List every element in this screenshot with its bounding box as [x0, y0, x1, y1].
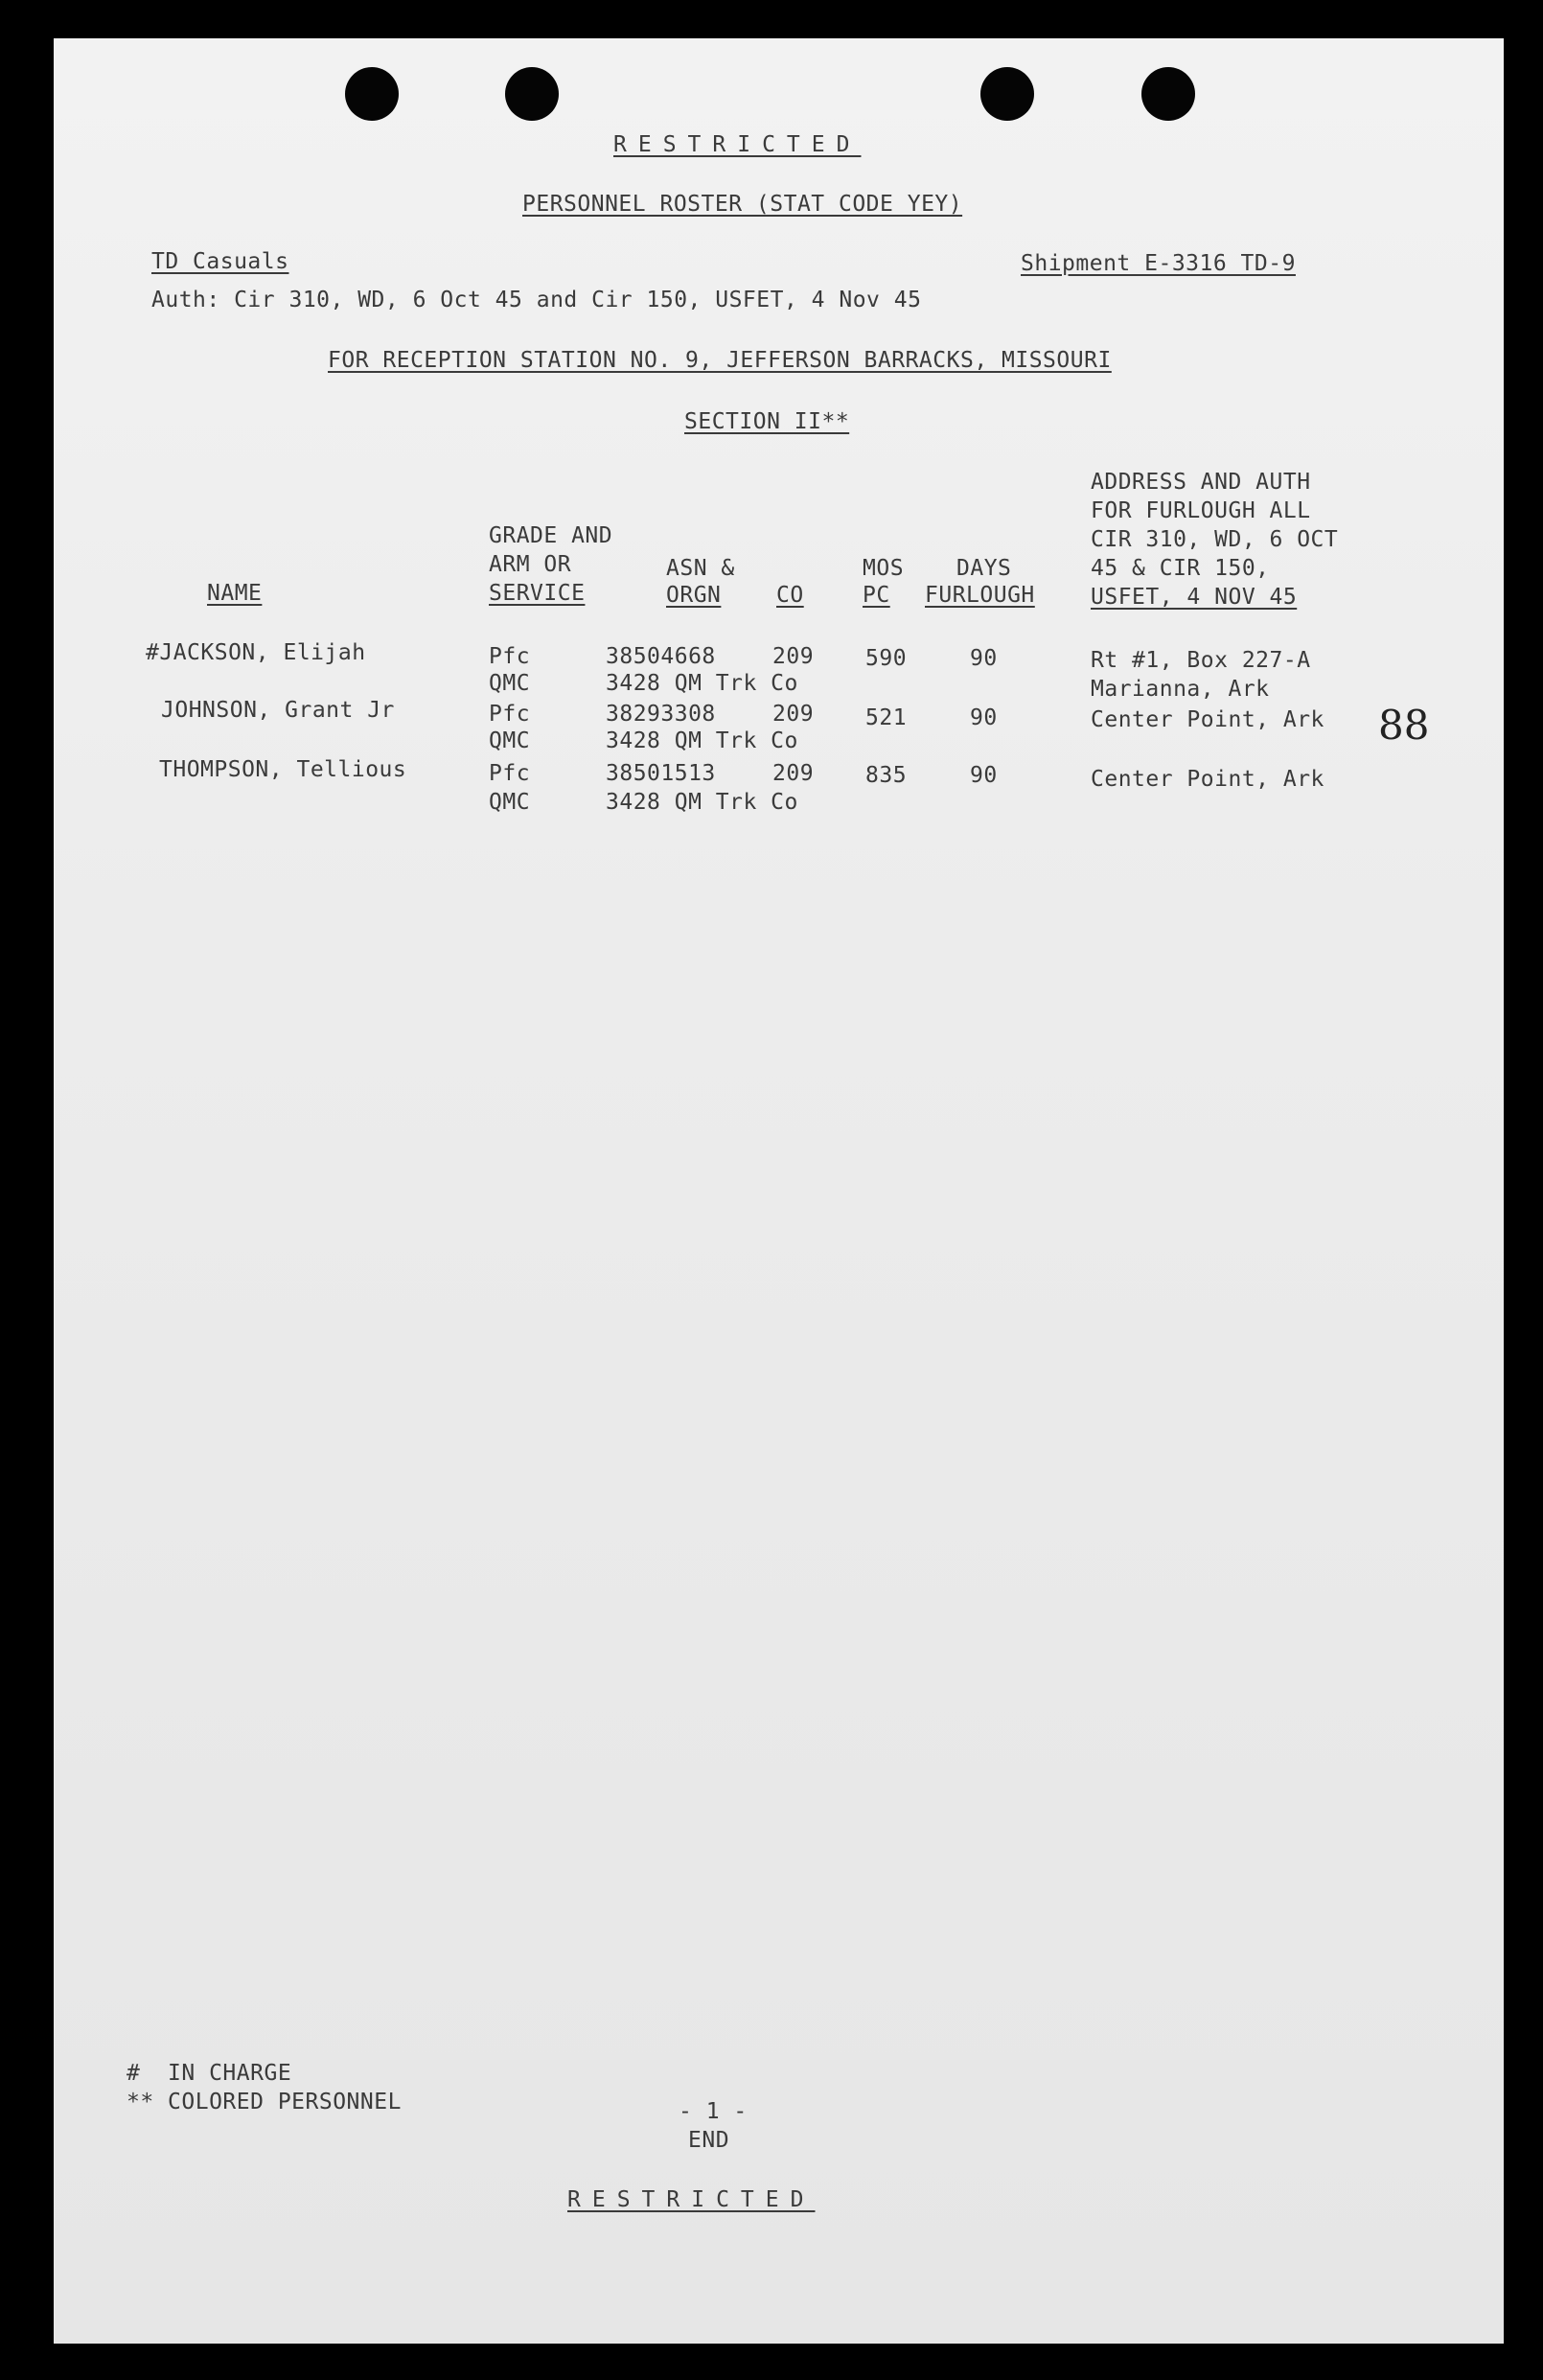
auth-line: Auth: Cir 310, WD, 6 Oct 45 and Cir 150, USFET, 4 Nov 45 — [151, 288, 922, 312]
end-marker: END — [688, 2128, 730, 2153]
row-3-co: 209 — [772, 761, 815, 786]
row-3-name: THOMPSON, Tellious — [159, 757, 407, 782]
legend-in-charge: # IN CHARGE — [127, 2061, 292, 2086]
column-header-address-4: 45 & CIR 150, — [1091, 556, 1270, 581]
punch-hole — [1141, 67, 1195, 121]
column-header-co: CO — [776, 583, 804, 608]
row-1-service: QMC — [489, 671, 531, 696]
row-3-days: 90 — [970, 763, 998, 788]
reception-station-line: FOR RECEPTION STATION NO. 9, JEFFERSON BARRACKS, MISSOURI — [328, 348, 1112, 373]
roster-title: PERSONNEL ROSTER (STAT CODE YEY) — [522, 192, 963, 217]
column-header-service: SERVICE — [489, 581, 586, 606]
row-1-grade: Pfc — [489, 644, 531, 669]
column-header-pc: PC — [863, 583, 890, 608]
page-number: - 1 - — [679, 2099, 748, 2124]
punch-hole — [980, 67, 1034, 121]
row-1-name: #JACKSON, Elijah — [146, 640, 366, 665]
row-3-asn: 38501513 — [606, 761, 716, 786]
row-3-service: QMC — [489, 790, 531, 815]
row-2-name: JOHNSON, Grant Jr — [161, 698, 395, 723]
shipment-label: Shipment E-3316 TD-9 — [1021, 251, 1296, 276]
restricted-heading-top: RESTRICTED — [613, 132, 862, 157]
punch-hole — [345, 67, 399, 121]
row-1-address-2: Marianna, Ark — [1091, 677, 1270, 702]
row-3-orgn: 3428 QM Trk Co — [606, 790, 798, 815]
row-2-address-1: Center Point, Ark — [1091, 707, 1324, 732]
column-header-days: DAYS — [956, 556, 1012, 581]
row-1-days: 90 — [970, 646, 998, 671]
row-1-orgn: 3428 QM Trk Co — [606, 671, 798, 696]
column-header-orgn: ORGN — [666, 583, 722, 608]
column-header-mos: MOS — [863, 556, 905, 581]
restricted-heading-bottom: RESTRICTED — [567, 2187, 816, 2212]
row-2-grade: Pfc — [489, 702, 531, 727]
column-header-asn: ASN & — [666, 556, 735, 581]
row-2-mos: 521 — [865, 705, 908, 730]
row-1-address-1: Rt #1, Box 227-A — [1091, 648, 1311, 673]
document-page — [54, 38, 1504, 2344]
handwritten-page-number: 88 — [1378, 702, 1430, 749]
column-header-name: NAME — [207, 581, 263, 606]
column-header-arm: ARM OR — [489, 552, 572, 577]
row-2-asn: 38293308 — [606, 702, 716, 727]
row-3-grade: Pfc — [489, 761, 531, 786]
row-3-address-1: Center Point, Ark — [1091, 767, 1324, 792]
row-3-mos: 835 — [865, 763, 908, 788]
row-1-mos: 590 — [865, 646, 908, 671]
row-2-orgn: 3428 QM Trk Co — [606, 728, 798, 753]
row-2-days: 90 — [970, 705, 998, 730]
row-2-co: 209 — [772, 702, 815, 727]
section-heading: SECTION II** — [684, 409, 850, 434]
legend-colored-personnel: ** COLORED PERSONNEL — [127, 2090, 402, 2114]
column-header-address-3: CIR 310, WD, 6 OCT — [1091, 527, 1339, 552]
td-casuals-label: TD Casuals — [151, 249, 289, 274]
column-header-address-5: USFET, 4 NOV 45 — [1091, 585, 1298, 610]
row-2-service: QMC — [489, 728, 531, 753]
column-header-grade: GRADE AND — [489, 523, 613, 548]
row-1-asn: 38504668 — [606, 644, 716, 669]
column-header-address-1: ADDRESS AND AUTH — [1091, 470, 1311, 495]
column-header-address-2: FOR FURLOUGH ALL — [1091, 498, 1311, 523]
column-header-furlough: FURLOUGH — [925, 583, 1035, 608]
punch-hole — [505, 67, 559, 121]
row-1-co: 209 — [772, 644, 815, 669]
